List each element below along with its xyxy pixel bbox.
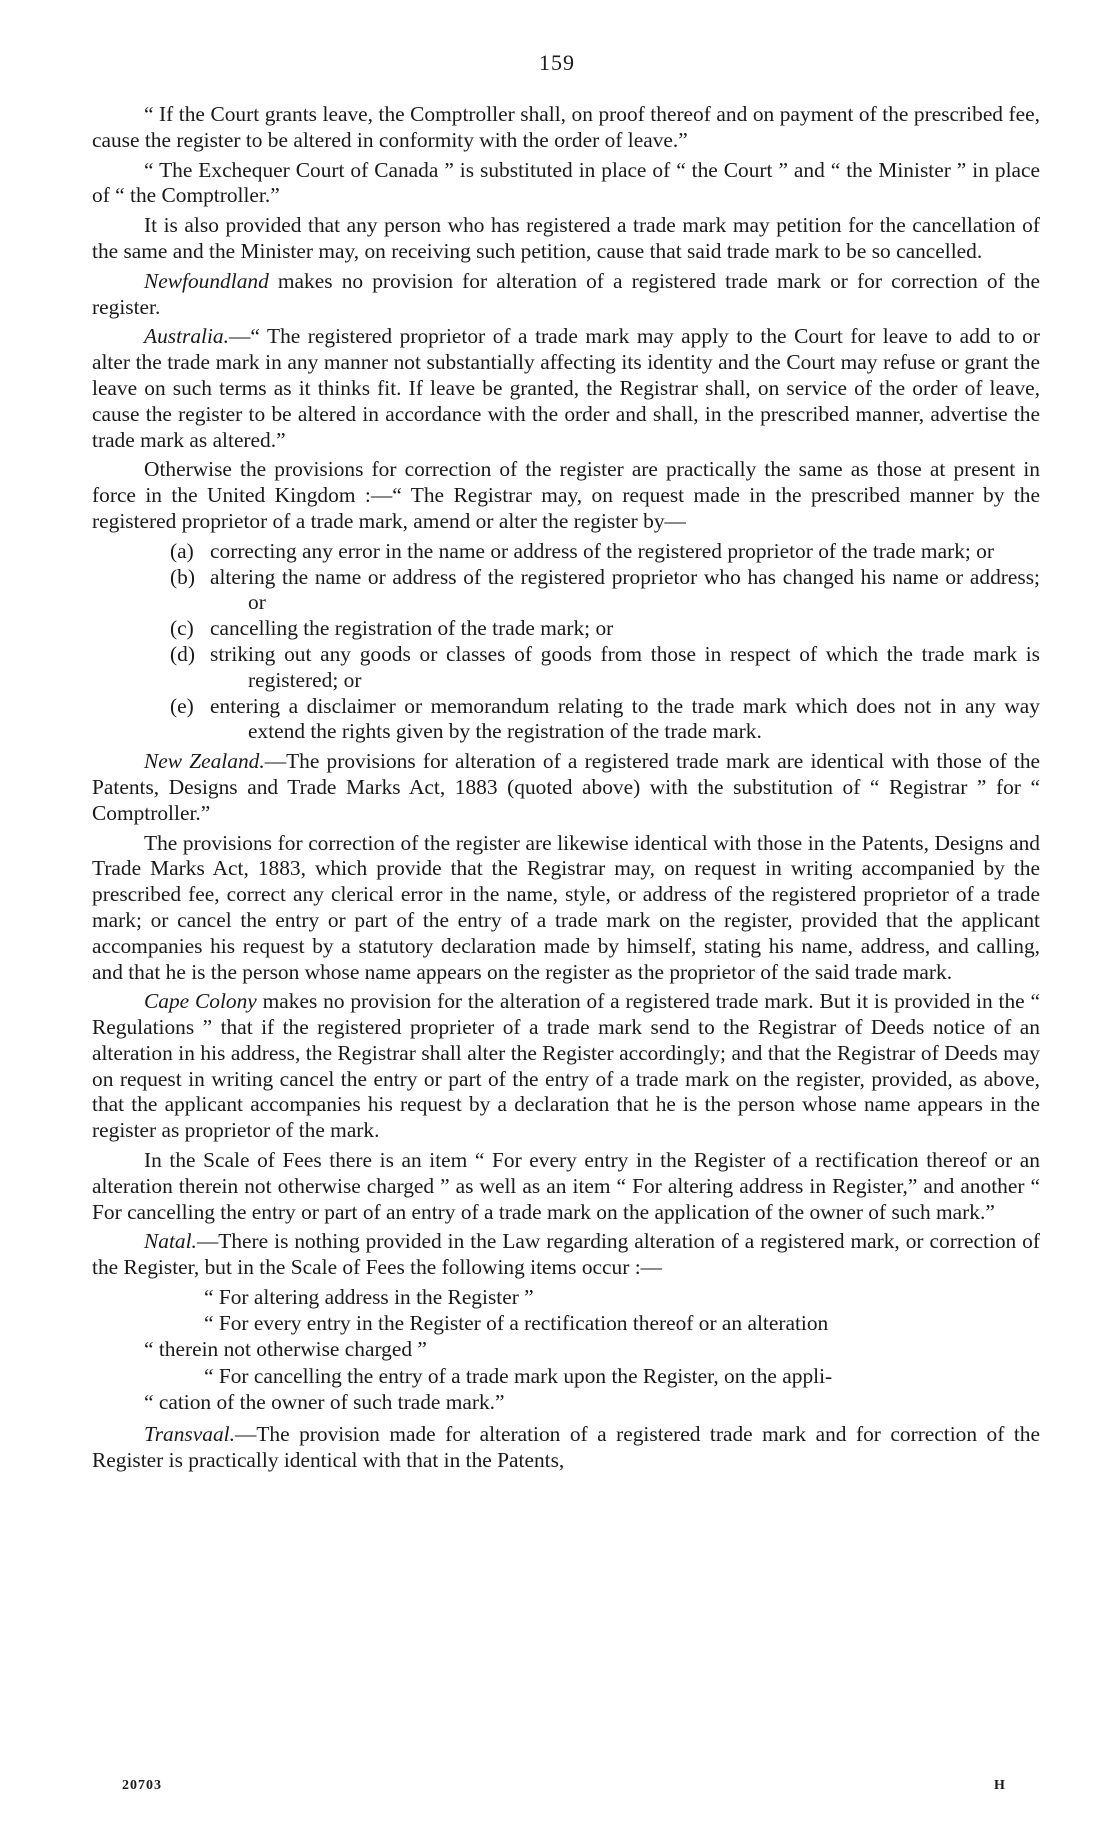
paragraph-newfoundland xyxy=(92,269,1040,321)
list-text: cancelling the registration of the trade mark; or xyxy=(210,616,614,641)
list-item xyxy=(170,616,1040,642)
list-item xyxy=(170,694,1040,746)
signature-letter: H xyxy=(994,1778,1005,1793)
paragraph-cape-colony-text: makes no provision for the alteration of a registered trade mark. But it is provided in the “ Regulations ” that if the registered proprieter of a trade mark send to the Registrar of Deeds notice of an alteration in his address, the Registrar shall alter the Register accordingly; and that the Registrar of Deeds may on request in writing cancel the entry or part of the entry of a trade mark on the register, provided, as above, that the applicant accompanies his request by a declaration that he is the person whose name appears in the register as proprietor of the mark. xyxy=(92,989,1040,1143)
list-marker: (c) xyxy=(170,616,194,641)
paragraph-correction-uk: Otherwise the provisions for correction of the register are practically the same as those at present in force in the United Kingdom :—“ The Registrar may, on request made in the prescribed manner by the registered proprietor of a trade mark, amend or alter the register by— xyxy=(92,457,1040,533)
page-number: 159 xyxy=(539,50,575,75)
list-text: entering a disclaimer or memorandum relating to the trade mark which does not in any way extend the rights given by the registration of the trade mark. xyxy=(210,693,1040,744)
heading-newfoundland: Newfoundland xyxy=(144,268,269,293)
fee-quote-rectification: “ For every entry in the Register of a rectification thereof or an alteration xyxy=(204,1310,829,1335)
list-item xyxy=(170,539,1040,565)
list-marker: (a) xyxy=(170,538,194,563)
paragraph-australia xyxy=(92,324,1040,453)
paragraph-natal xyxy=(92,1229,1040,1281)
paragraph-court-leave: “ If the Court grants leave, the Comptroller shall, on proof thereof and on payment of the prescribed fee, cause the register to be altered in conformity with the order of leave.” xyxy=(92,102,1040,152)
print-code: 20703 xyxy=(122,1778,162,1793)
paragraph-exchequer-court: “ The Exchequer Court of Canada ” is substituted in place of “ the Court ” and “ the Minister ” in place of “ the Comptroller.” xyxy=(92,157,1040,208)
heading-cape-colony: Cape Colony xyxy=(144,989,257,1014)
fee-quote-cancelling: “ For cancelling the entry of a trade mark upon the Register, on the appli- xyxy=(204,1364,833,1389)
heading-transvaal: Transvaal. xyxy=(144,1422,235,1447)
paragraph-nz-correction: The provisions for correction of the register are likewise identical with those in the Patents, Designs and Trade Marks Act, 1883, which provide that the Registrar may, on request in writing accompanied by the prescribed fee, correct any clerical error in the name, style, or address of the registered proprietor of a trade mark; or cancel the entry or part of the entry of a trade mark on the register, provided that the applicant accompanies his request by a statutory declaration made by himself, stating his name, address, and calling, and that he is the person whose name appears on the register as the proprietor of the said trade mark. xyxy=(92,830,1040,984)
list-marker: (b) xyxy=(170,564,195,589)
fee-quote-rectification-cont: “ therein not otherwise charged ” xyxy=(144,1336,427,1361)
paragraph-new-zealand xyxy=(92,749,1040,826)
fee-quote-altering-address: “ For altering address in the Register ” xyxy=(204,1285,534,1310)
list-text: altering the name or address of the registered proprietor who has changed his name or address; or xyxy=(210,564,1040,615)
fee-quote-cancelling-cont: “ cation of the owner of such trade mark.” xyxy=(144,1390,505,1415)
paragraph-scale-of-fees: In the Scale of Fees there is an item “ For every entry in the Register of a rectification thereof or an alteration therein not otherwise charged ” as well as an item “ For altering address in Register,” and another “ For cancelling the entry or part of an entry of a trade mark on the application of the owner of such mark.” xyxy=(92,1148,1040,1224)
paragraph-newfoundland-text: makes no provision for alteration of a registered trade mark or for correction of the register. xyxy=(92,268,1040,319)
list-item xyxy=(170,642,1040,694)
paragraph-natal-text: —There is nothing provided in the Law regarding alteration of a registered mark, or correction of the Register, but in the Scale of Fees the following items occur :— xyxy=(92,1229,1040,1280)
paragraph-transvaal-text: —The provision made for alteration of a registered trade mark and for correction of the Register is practically identical with that in the Patents, xyxy=(92,1422,1040,1472)
heading-natal: Natal. xyxy=(144,1229,197,1254)
heading-australia: Australia. xyxy=(144,324,229,349)
body-text xyxy=(92,102,1040,1478)
paragraph-transvaal xyxy=(92,1422,1040,1474)
paragraph-cancellation-petition: It is also provided that any person who has registered a trade mark may petition for the cancellation of the same and the Minister may, on receiving such petition, cause that said trade mark to be so cancelled. xyxy=(92,213,1040,263)
list-marker: (d) xyxy=(170,641,195,666)
list-item xyxy=(170,565,1040,617)
heading-new-zealand: New Zealand. xyxy=(144,749,265,774)
list-marker: (e) xyxy=(170,693,194,718)
paragraph-cape-colony xyxy=(92,989,1040,1144)
list-text: striking out any goods or classes of goods from those in respect of which the trade mark is registered; or xyxy=(210,641,1040,692)
paragraph-new-zealand-text: —The provisions for alteration of a registered trade mark are identical with those of the Patents, Designs and Trade Marks Act, 1883 (quoted above) with the substitution of “ Registrar ” for “ Comptroller.” xyxy=(92,749,1041,825)
list-text: correcting any error in the name or address of the registered proprietor of the trade mark; or xyxy=(210,538,994,563)
paragraph-australia-text: —“ The registered proprietor of a trade mark may apply to the Court for leave to add to or alter the trade mark in any manner not substantially affecting its identity and the Court may refuse or grant the leave on such terms as it thinks fit. If leave be granted, the Registrar shall, on service of the order of leave, cause the register to be altered in accordance with the order and shall, in the prescribed manner, advertise the trade mark as altered.” xyxy=(92,324,1040,452)
